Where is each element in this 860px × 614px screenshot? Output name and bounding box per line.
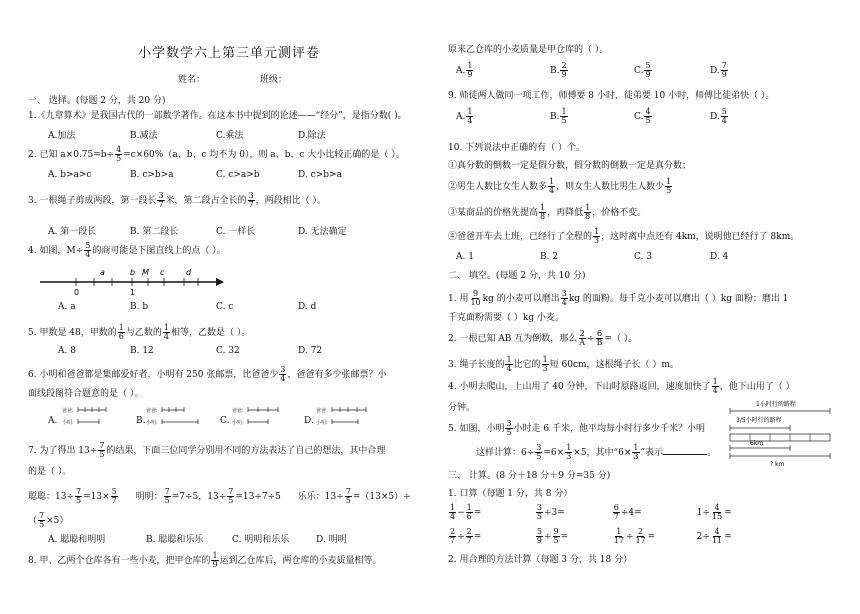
q3-text: 3. 一根绳子剪成两段，第一段长 $\frac{3}{7}$ 米，第二段占全长的 $\frac{3}{7}$ ，两段相比（ ）。 [28, 191, 327, 209]
q7-option-d[interactable]: D. 明明 [316, 535, 347, 545]
q7-text-cont: 的是（ ）。 [28, 467, 72, 477]
calc-1-heading: 1. 口算（每题 1 分，共 8 分） [448, 489, 573, 499]
diagram-km-label: 6km [750, 440, 764, 447]
point-a: a [100, 268, 105, 277]
q5-option-b[interactable]: B. 12 [130, 346, 154, 356]
q7-opinions: 聪聪：13÷ $\frac{7}{5}$ =13× $\frac{5}{7}$ 明明： $\frac{7}{5}$ =7÷5，13÷ $\frac{7}{5}$ =13÷7÷5 乐乐：13÷ $\frac{7}{5}$ =（13×5）÷ [28, 487, 411, 505]
calc-2-heading: 2. 用合理的方法计算（每题 3 分，共 18 分） [448, 555, 633, 565]
q4-option-b[interactable]: B. b [130, 302, 149, 312]
q9-option-b[interactable]: B. $\frac{1}{5}$ [550, 107, 567, 125]
q8-text-cont: 原来乙仓库的小麦质量是甲仓库的（ ）。 [448, 45, 609, 55]
q3-option-d[interactable]: D. 无法确定 [298, 227, 347, 237]
q2-option-b[interactable]: B. c>b>a [130, 170, 174, 180]
q6d-ming-label: 小明: [316, 420, 328, 426]
q1-option-d[interactable]: D.除法 [298, 131, 326, 141]
q8-option-a[interactable]: A. $\frac{1}{9}$ [456, 61, 473, 79]
q2-fraction: $\frac{4}{5}$ [116, 145, 122, 163]
fill-4-text: 4. 小明去爬山，上山用了 40 分钟，下山时原路返回，速度加快了 $\frac{1}{4}$ ，他下山用了（ ） [448, 377, 795, 395]
q6b-dad-label: 爸爸: [146, 408, 158, 414]
diagram-mid-label: 3/5小时行的路程 [736, 417, 782, 424]
section-1-heading: 一、 选择。(每题 2 分，共 20 分) [28, 96, 166, 106]
q10-statement-4: ④爸爸开车去上班，已经行了全程的 $\frac{1}{3}$ ，这时离中点还有 4km，说明他已经行了 8km。 [448, 227, 800, 245]
q3-option-a[interactable]: A. 第一段长 [48, 227, 97, 237]
q6c-dad-label: 爸爸: [232, 408, 244, 414]
q2-option-c[interactable]: C. c>a>b [216, 170, 260, 180]
q2-text: 2. 已知 a×0.75=b÷ $\frac{4}{5}$ =c×60%（a、b、c 均不为 0），则 a、b、c 大小比较正确的是（ ）。 [28, 145, 405, 163]
left-column [28, 0, 428, 614]
q6d-dad-label: 爸爸: [316, 408, 328, 414]
q8-option-b[interactable]: B. $\frac{2}{9}$ [550, 61, 567, 79]
q1-option-c[interactable]: C.乘法 [216, 131, 244, 141]
q4-number-line [38, 262, 238, 298]
point-m: M [142, 268, 149, 277]
q9-option-d[interactable]: D. $\frac{5}{4}$ [710, 107, 727, 125]
q10-text: 10. 下列说法中正确的有（ ）个。 [448, 143, 586, 153]
q7-option-c[interactable]: C. 明明和乐乐 [232, 535, 290, 545]
q8-option-c[interactable]: C. $\frac{5}{9}$ [634, 61, 651, 79]
point-b: b [130, 268, 136, 277]
q6a-dad-label: 爸爸: [62, 408, 74, 414]
q9-option-a[interactable]: A. $\frac{1}{4}$ [456, 107, 473, 125]
point-d: d [186, 268, 192, 277]
q10-option-b[interactable]: B. 2 [540, 252, 559, 262]
q4-option-d[interactable]: D. d [298, 302, 317, 312]
q8-text: 8. 甲、乙两个仓库各有一些小麦，把甲仓库的 $\frac{1}{9}$ 运到乙仓库后，两仓库的小麦质量相等。 [28, 551, 382, 569]
q3-option-c[interactable]: C. 一样长 [216, 227, 256, 237]
q5-text: 5. 甲数是 48，甲数的 $\frac{1}{6}$ 与乙数的 $\frac{1}{4}$ 相等，乙数是（ ）。 [28, 323, 251, 341]
q1-text: 1.《九章算术》是我国古代的一部数学著作。在这本书中提到的论述——“经分”，是指分数( )。 [28, 111, 407, 121]
axis-label-zero: 0 [74, 288, 80, 297]
q6-option-a[interactable]: A. [48, 416, 58, 426]
q9-option-c[interactable]: C. $\frac{4}{5}$ [634, 107, 651, 125]
section-3-heading: 三、 计算。(8 分＋18 分＋9 分=35 分) [448, 471, 611, 481]
q2-option-a[interactable]: A. b>a>c [48, 170, 92, 180]
q5-option-a[interactable]: A. 8 [58, 346, 76, 356]
point-c: c [160, 268, 165, 277]
q8-option-d[interactable]: D. $\frac{7}{9}$ [710, 61, 727, 79]
q10-option-d[interactable]: D. 4 [710, 252, 729, 262]
q7-text: 7. 为了得出 13÷ $\frac{7}{5}$ 的结果，下面三位同学分别用不同的方法表达了自己的想法，其中合理 [28, 441, 386, 459]
q2-option-d[interactable]: D. c>b>a [298, 170, 342, 180]
fill-4-text-cont: 分钟。 [448, 403, 476, 413]
fill-3-text: 3. 绳子长度的 $\frac{1}{4}$ 比它的 $\frac{1}{3}$ 短 60cm，这根绳子长（ ）m。 [448, 355, 679, 373]
diagram-question-label: ? km [770, 461, 785, 468]
right-column [448, 0, 848, 614]
q6a-ming-label: 小明: [62, 420, 74, 426]
q1-option-a[interactable]: A.加法 [48, 131, 76, 141]
name-label: 姓名： [178, 75, 206, 85]
q6-option-d[interactable]: D. [304, 416, 314, 426]
calc-row-1: $\frac{1}{4}$ − $\frac{1}{6}$ = $\frac{3}{5}$ ÷3= $\frac{6}{7}$ ÷4= 1÷ $\frac{4}{15}$ = [450, 503, 732, 521]
q4-text: 4. 如图，M÷ $\frac{5}{4}$ 的商可能是下图直线上的点（ ）。 [28, 241, 226, 259]
q5-option-c[interactable]: C. 32 [216, 346, 240, 356]
q7-opinion-cont: （ $\frac{7}{5}$ ×5） [28, 511, 69, 529]
fill-1-text-cont: 千克面粉需要（ ）kg 小麦。 [448, 313, 564, 323]
fill-5-diagram [726, 398, 836, 468]
q3-option-b[interactable]: B. 第二段长 [130, 227, 179, 237]
q6-option-b[interactable]: B. [136, 416, 146, 426]
q6-segment-diagrams [28, 404, 408, 430]
q4-option-a[interactable]: A. a [58, 302, 76, 312]
q10-option-a[interactable]: A. 1 [456, 252, 474, 262]
q9-text: 9. 师徒两人做同一项工作，师傅要 8 小时，徒弟要 10 小时，师傅比徒弟快（ ）。 [448, 91, 775, 101]
q7-option-b[interactable]: B. 聪聪和乐乐 [146, 535, 204, 545]
q6-text-cont: 面线段图符合题意的是（ ）。 [28, 389, 144, 399]
fill-2-text: 2. 一根已知 AB 互为倒数，那么 $\frac{2}{A}$ ÷ $\frac{6}{B}$ =（ ）。 [448, 329, 638, 347]
page-title: 小学数学六上第三单元测评卷 [138, 46, 321, 61]
q6c-ming-label: 小明: [232, 420, 244, 426]
calc-row-2: $\frac{2}{7}$ ÷ $\frac{2}{7}$ = $\frac{5}{9}$ ÷ $\frac{9}{5}$ = $\frac{1}{17}$ ÷ $\frac{2}{17}$ = 2÷ $\frac{4}{11}$ = [450, 527, 732, 545]
q1-option-b[interactable]: B.减法 [130, 131, 158, 141]
q10-statement-2: ②男生人数比女生人数多 $\frac{1}{4}$ ，则女生人数比男生人数少 $\frac{1}{5}$ [448, 177, 672, 195]
q10-option-c[interactable]: C. 3 [634, 252, 653, 262]
section-2-heading: 二、 填空。(每题 2 分，共 10 分) [448, 271, 586, 281]
fill-1-text: 1. 用 $\frac{9}{10}$ kg 的小麦可以磨出 $\frac{3}{4}$ kg 的面粉。每千克小麦可以磨出（ ）kg 面粉；磨出 1 [448, 289, 789, 307]
q10-statement-3: ③某商品的价格先提高 $\frac{1}{8}$ ，再降低 $\frac{1}{8}$ ，价格不变。 [448, 203, 647, 221]
q10-statement-1: ①真分数的倒数一定是假分数，假分数的倒数一定是真分数； [448, 161, 692, 171]
q5-option-d[interactable]: D. 72 [298, 346, 323, 356]
class-label: 班级： [260, 75, 288, 85]
fill-5-text: 5. 如图，小明 $\frac{3}{5}$ 小时走 6 千米，他平均每小时行多少千米？小明 [448, 419, 705, 437]
diagram-top-label: 1小时行的路程 [756, 401, 796, 408]
q6b-ming-label: 小明: [146, 420, 158, 426]
fill-5-text-cont: 这样计算：6÷ $\frac{3}{5}$ =6× $\frac{1}{3}$ ×5，其中“6× $\frac{1}{3}$ ”表示 。 [476, 443, 717, 461]
q6-text: 6. 小明和爸爸都是集邮爱好者，小明有 250 张邮票，比爸爸少 $\frac{3}{4}$ ，爸爸有多少张邮票？小 [28, 365, 387, 383]
q7-option-a[interactable]: A. 聪聪和明明 [48, 535, 106, 545]
axis-label-one: 1 [130, 288, 136, 297]
q4-option-c[interactable]: C. c [216, 302, 234, 312]
q6-option-c[interactable]: C. [220, 416, 230, 426]
